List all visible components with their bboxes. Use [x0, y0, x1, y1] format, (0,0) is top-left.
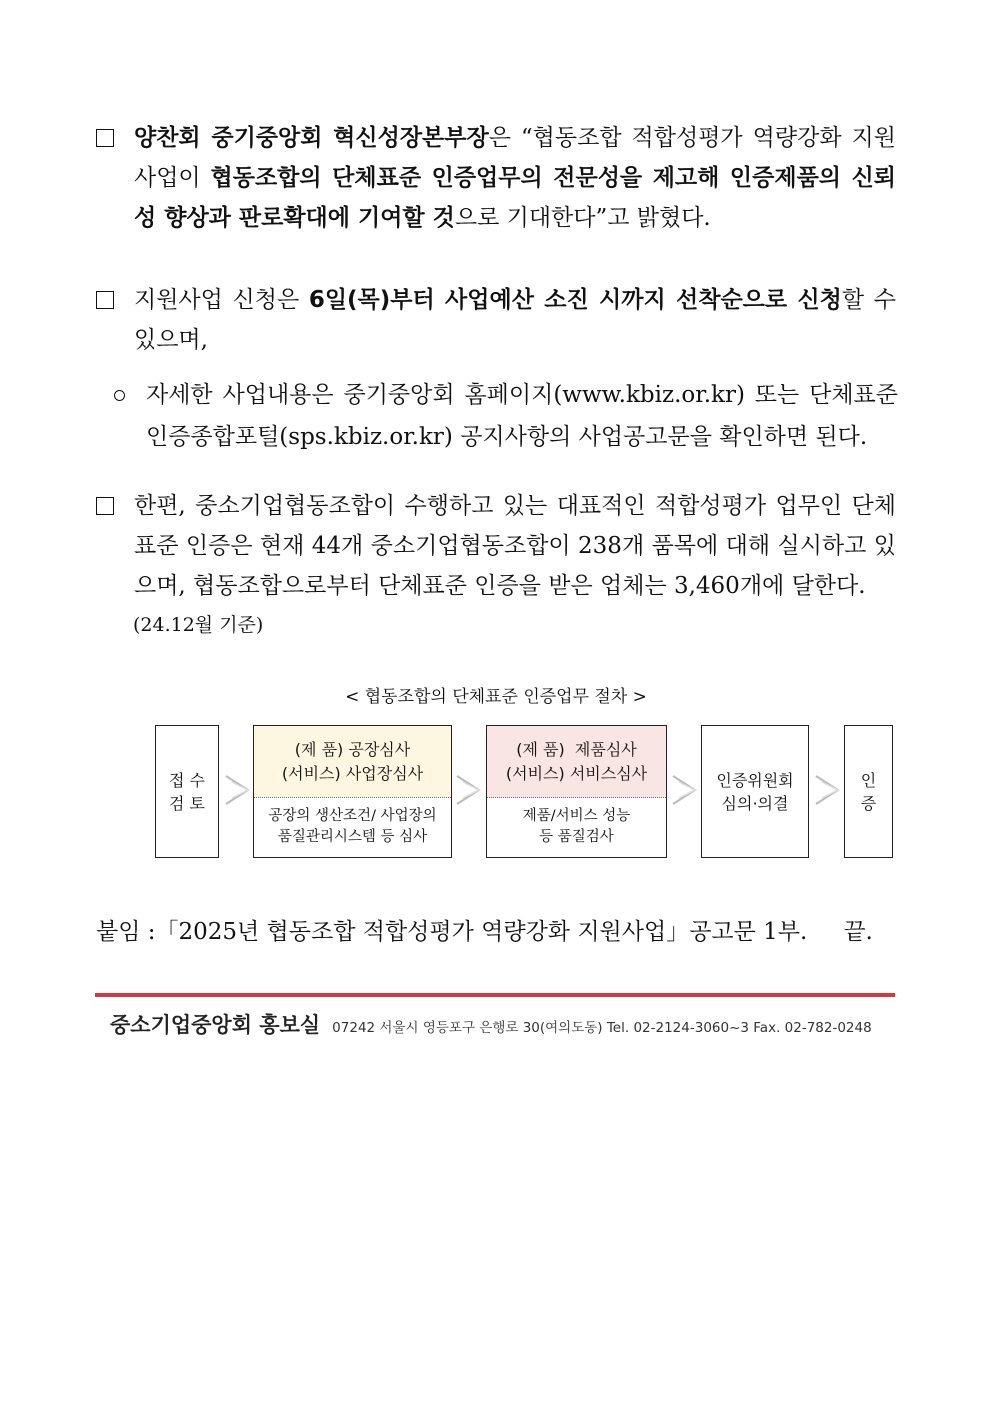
diagram-title: < 협동조합의 단체표준 인증업무 절차 > [345, 687, 647, 707]
arrow-right-icon [455, 770, 483, 810]
step-certification-line1: 인 [860, 770, 877, 790]
step-factory-audit-detail1: 공장의 생산조건/ 사업장의 [268, 808, 437, 824]
circle-bullet-icon [114, 390, 125, 401]
arrow-right-icon [814, 770, 842, 810]
paragraph-2-bold: 6일(목)부터 사업예산 소진 시까지 선착순으로 신청 [308, 287, 842, 313]
step-factory-audit-line1: (제 품) 공장심사 [294, 739, 411, 759]
step-factory-audit-line2: (서비스) 사업장심사 [281, 763, 424, 783]
step-product-test-line1: (제 품) 제품심사 [516, 739, 637, 759]
footer-divider [95, 993, 895, 997]
checkbox-bullet-icon [96, 291, 114, 309]
footer-address: 07242 서울시 영등포구 은행로 30(여의도동) Tel. 02-2124-3060~3 Fax. 02-782-0248 [332, 1020, 872, 1036]
step-product-test-detail [487, 798, 666, 856]
arrow-right-icon [224, 770, 252, 810]
checkbox-bullet-icon [96, 497, 114, 515]
paragraph-1-text [134, 118, 896, 238]
attachment-line [96, 914, 873, 950]
step-reception-line1: 접 수 [169, 770, 205, 790]
step-product-test-detail2: 등 품질검사 [539, 829, 614, 845]
checkbox-bullet-icon [96, 129, 114, 147]
step-certification-box [844, 725, 893, 858]
paragraph-1-bold-quote: 협동조합의 단체표준 인증업무의 전문성을 제고해 인증제품의 신뢰성 향상과 판로확대에 기여할 것 [134, 165, 897, 231]
attachment-end: 끝. [843, 919, 873, 945]
footer-org-name: 중소기업중앙회 홍보실 [110, 1013, 321, 1037]
step-certification-line2: 증 [860, 793, 877, 813]
step-committee-box [701, 725, 809, 858]
paragraph-3-text: 한편, 중소기업협동조합이 수행하고 있는 대표적인 적합성평가 업무인 단체표준 인증은 현재 44개 중소기업협동조합이 238개 품목에 대해 실시하고 있으며, 협동조합으로부터 단체표준 인증을 받은 업체는 3,460개에 달한다. [134, 493, 896, 599]
paragraph-1-bold-name: 양찬회 중기중앙회 혁신성장본부장 [134, 125, 489, 151]
step-factory-audit-detail2: 품질관리시스템 등 심사 [277, 829, 428, 845]
paragraph-1 [96, 118, 896, 238]
paragraph-3 [96, 486, 896, 606]
paragraph-2 [96, 280, 896, 360]
paragraph-1-text-b: 으로 기대한다”고 밝혔다. [454, 205, 711, 231]
step-product-test-detail1: 제품/서비스 성능 [522, 808, 631, 824]
step-reception-box [155, 725, 219, 858]
footer [110, 1009, 872, 1039]
paragraph-2-text-a: 지원사업 신청은 [134, 287, 309, 313]
paragraph-2-sub [112, 374, 898, 458]
step-committee-line1: 인증위원회 [716, 770, 794, 790]
step-product-test-box [486, 725, 667, 858]
step-committee-line2: 심의·의결 [721, 793, 789, 813]
paragraph-1-text-a: 은 “협동조합 적합성평가 역량강화 지원사업이 [134, 125, 896, 191]
arrow-right-icon [671, 770, 699, 810]
paragraph-3-note: (24.12월 기준) [133, 614, 264, 636]
paragraph-2-text-b: 할 수 있으며, [134, 287, 896, 353]
step-product-test-line2: (서비스) 서비스심사 [505, 763, 648, 783]
step-reception-line2: 검 토 [169, 793, 205, 813]
step-factory-audit-detail [254, 798, 451, 856]
paragraph-2-sub-text: 자세한 사업내용은 중기중앙회 홈페이지(www.kbiz.or.kr) 또는 단체표준 인증종합포털(sps.kbiz.or.kr) 공지사항의 사업공고문을 확인하면 된다. [146, 382, 898, 450]
paragraph-2-text [134, 280, 896, 360]
step-factory-audit-box [253, 725, 452, 858]
attachment-text: 붙임 :「2025년 협동조합 적합성평가 역량강화 지원사업」공고문 1부. [96, 919, 808, 945]
step-product-test-header [487, 726, 666, 798]
step-factory-audit-header [254, 726, 451, 798]
